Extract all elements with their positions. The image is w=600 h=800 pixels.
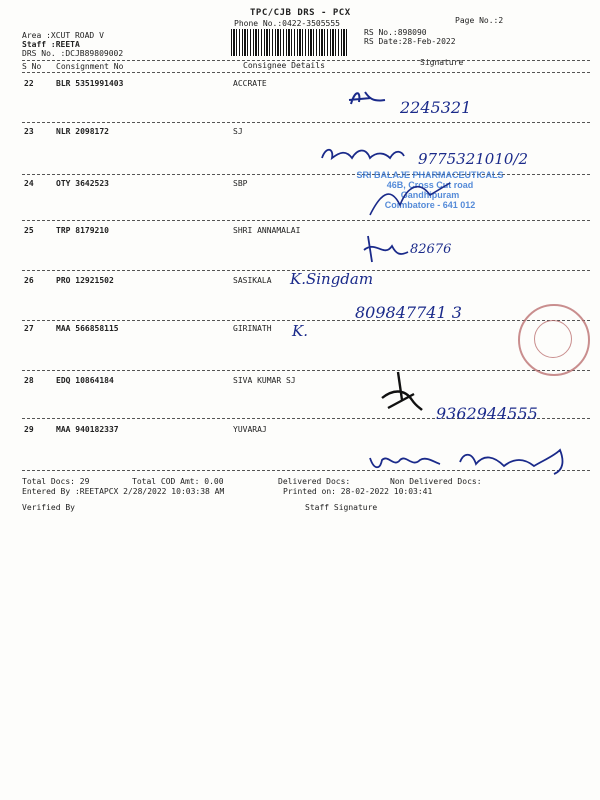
table-row <box>0 127 600 139</box>
row-consignee: ACCRATE <box>233 79 267 88</box>
signature-row-28 <box>378 370 424 414</box>
row-divider <box>22 320 590 321</box>
row-consignment: EDQ 10864184 <box>56 376 114 385</box>
row-consignee: SBP <box>233 179 248 188</box>
col-sno: S No <box>22 62 42 71</box>
row-consignment: MAA 940182337 <box>56 425 119 434</box>
page-number: Page No.:2 <box>455 16 504 25</box>
barcode <box>231 29 349 56</box>
row-sno: 27 <box>24 324 34 333</box>
area-label: Area :XCUT ROAD V <box>22 31 104 40</box>
row-divider <box>22 220 590 221</box>
stamp-line: SRI BALAJE PHARMACEUTICALS <box>356 170 504 180</box>
row-consignment: NLR 2098172 <box>56 127 109 136</box>
row-consignee: SHRI ANNAMALAI <box>233 226 301 235</box>
row-consignment: BLR 5351991403 <box>56 79 124 88</box>
handwritten-initial-27: K. <box>292 322 308 340</box>
delivered-docs: Delivered Docs: <box>278 477 351 486</box>
table-row <box>0 425 600 437</box>
row-consignee: YUVARAJ <box>233 425 267 434</box>
verified-by: Verified By <box>22 503 75 512</box>
signature-row-22 <box>345 88 395 112</box>
phone-number: Phone No.:0422-3505555 <box>234 19 340 28</box>
rs-number: RS No.:898090 <box>364 28 427 37</box>
row-sno: 25 <box>24 226 34 235</box>
handwritten-number-25: 82676 <box>410 242 452 257</box>
handwritten-phone-22: 2245321 <box>400 98 472 117</box>
entered-by: Entered By :REETAPCX 2/28/2022 10:03:38 AM <box>22 487 225 496</box>
total-cod: Total COD Amt: 0.00 <box>132 477 224 486</box>
handwritten-phone-28: 9362944555 <box>436 404 538 423</box>
row-consignee: GIRINATH <box>233 324 272 333</box>
signature-row-23 <box>318 142 408 168</box>
table-row <box>0 79 600 91</box>
company-seal <box>518 304 590 376</box>
non-delivered-docs: Non Delivered Docs: <box>390 477 482 486</box>
row-consignment: MAA 566858115 <box>56 324 119 333</box>
stamp-line: Coimbatore - 641 012 <box>384 200 476 210</box>
signature-row-29 <box>364 446 574 476</box>
row-consignee: SIVA KUMAR SJ <box>233 376 296 385</box>
total-docs: Total Docs: 29 <box>22 477 90 486</box>
row-divider <box>22 122 590 123</box>
table-row <box>0 226 600 238</box>
row-sno: 28 <box>24 376 34 385</box>
row-divider <box>22 370 590 371</box>
header-divider-bottom <box>22 72 590 73</box>
signature-row-24 <box>360 175 460 225</box>
row-consignee: SASIKALA <box>233 276 272 285</box>
row-sno: 23 <box>24 127 34 136</box>
handwritten-phone-26: 809847741 3 <box>355 303 462 322</box>
row-consignment: PRO 12921502 <box>56 276 114 285</box>
handwritten-name-26: K.Singdam <box>290 270 374 288</box>
table-row <box>0 376 600 388</box>
row-consignment: TRP 8179210 <box>56 226 109 235</box>
row-sno: 29 <box>24 425 34 434</box>
page-title: TPC/CJB DRS - PCX <box>250 8 351 18</box>
col-signature: Signature <box>420 58 464 67</box>
stamp-line: Gandhipuram <box>400 190 460 200</box>
row-sno: 22 <box>24 79 34 88</box>
staff-label: Staff :REETA <box>22 40 80 49</box>
row-consignment: OTY 3642523 <box>56 179 109 188</box>
rs-date: RS Date:28-Feb-2022 <box>364 37 456 46</box>
staff-signature: Staff Signature <box>305 503 378 512</box>
signature-row-25 <box>362 232 412 266</box>
row-sno: 24 <box>24 179 34 188</box>
printed-on: Printed on: 28-02-2022 10:03:41 <box>283 487 433 496</box>
row-consignee: SJ <box>233 127 243 136</box>
col-consignment: Consignment No <box>56 62 124 71</box>
drs-number: DRS No. :DCJB89809002 <box>22 49 124 58</box>
stamp-line: 46B, Cross Cut road <box>386 180 474 190</box>
col-consignee: Consignee Details <box>243 61 325 70</box>
handwritten-phone-23: 9775321010/2 <box>418 150 529 168</box>
row-sno: 26 <box>24 276 34 285</box>
